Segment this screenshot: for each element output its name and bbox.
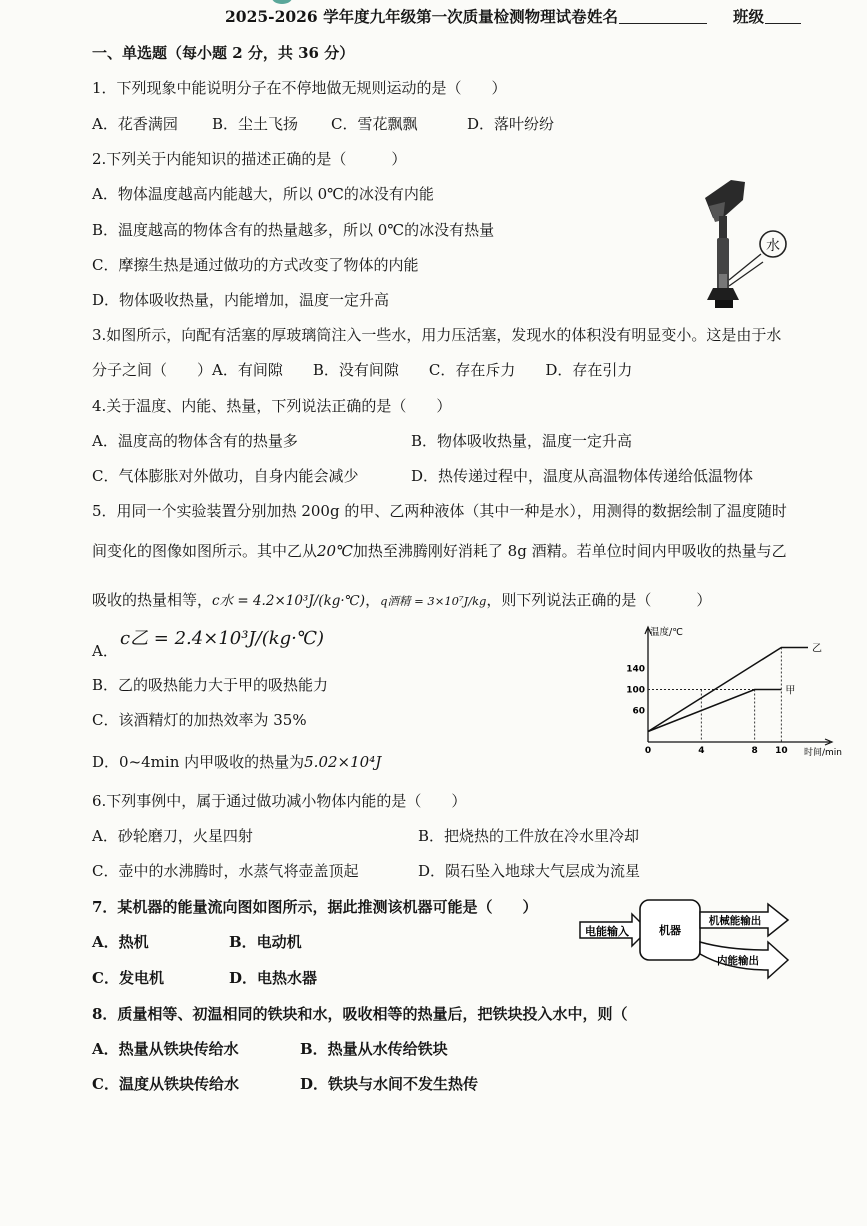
q2-option-c: C．摩擦生热是通过做功的方式改变了物体的内能 bbox=[92, 256, 419, 274]
q7-option-c: C．发电机 bbox=[92, 969, 164, 987]
x-tick-label: 4 bbox=[698, 746, 705, 756]
class-label: 班级 bbox=[733, 7, 765, 26]
x-tick-label: 0 bbox=[644, 746, 652, 756]
class-blank[interactable] bbox=[765, 9, 801, 24]
temperature-time-chart bbox=[622, 625, 843, 760]
figure-water-label: 水 bbox=[766, 238, 780, 254]
chart-guides bbox=[648, 648, 781, 743]
q7-option-b: B．电动机 bbox=[229, 933, 302, 951]
q4-option-b: B．物体吸收热量，温度一定升高 bbox=[411, 432, 633, 450]
q5-option-d-pre: D．0~4min 内甲吸收的热量为 bbox=[92, 753, 305, 771]
name-blank[interactable] bbox=[619, 9, 707, 24]
q6-option-a: A．砂轮磨刀，火星四射 bbox=[92, 827, 253, 845]
q2-option-b: B．温度越高的物体含有的热量越多，所以 0℃的冰没有热量 bbox=[92, 221, 495, 239]
q6-option-d: D．陨石坠入地球大气层成为流星 bbox=[418, 862, 641, 880]
q1-option-a: A．花香满园 bbox=[92, 115, 178, 133]
q1-option-d: D．落叶纷纷 bbox=[467, 115, 555, 133]
q7-option-a: A．热机 bbox=[92, 933, 149, 951]
name-label: 姓名 bbox=[587, 7, 619, 26]
q6-stem: 6.下列事例中，属于通过做功减小物体内能的是（ ） bbox=[92, 792, 467, 810]
heat-output-label: 内能输出 bbox=[717, 955, 759, 967]
q1-stem: 1．下列现象中能说明分子在不停地做无规则运动的是（ ） bbox=[92, 79, 507, 97]
q2-option-a: A．物体温度越高内能越大，所以 0℃的冰没有内能 bbox=[92, 185, 434, 203]
q5-line2 bbox=[92, 541, 787, 561]
q5-option-a-formula: c乙 = 2.4×10³J/(kg·℃) bbox=[120, 628, 325, 649]
q1-option-c: C．雪花飘飘 bbox=[331, 115, 418, 133]
q2-stem: 2.下列关于内能知识的描述正确的是（ ） bbox=[92, 150, 407, 168]
q3-line2: 分子之间（ ）A．有间隙 B．没有间隙 C．存在斥力 D．存在引力 bbox=[92, 361, 633, 379]
q4-option-c: C．气体膨胀对外做功，自身内能会减少 bbox=[92, 467, 359, 485]
q5-line2-post: 加热至沸腾刚好消耗了 8g 酒精。若单位时间内甲吸收的热量与乙 bbox=[352, 542, 787, 560]
q5-option-b: B．乙的吸热能力大于甲的吸热能力 bbox=[92, 676, 329, 694]
series-line-1 bbox=[648, 690, 781, 732]
q5-q-alcohol: q酒精 = 3×10⁷J/kg bbox=[380, 594, 487, 608]
x-tick-label: 10 bbox=[775, 746, 788, 756]
q2-option-d: D．物体吸收热量，内能增加，温度一定升高 bbox=[92, 291, 390, 309]
y-tick-label: 140 bbox=[626, 664, 645, 675]
q8-option-d: D．铁块与水间不发生热传 bbox=[300, 1075, 479, 1093]
series-label-1: 甲 bbox=[785, 685, 796, 697]
q4-option-d: D．热传递过程中，温度从高温物体传递给低温物体 bbox=[411, 467, 754, 485]
q4-stem: 4.关于温度、内能、热量，下列说法正确的是（ ） bbox=[92, 397, 452, 415]
q5-option-a-label: A． bbox=[92, 642, 118, 660]
q4-option-a: A．温度高的物体含有的热量多 bbox=[92, 432, 298, 450]
q5-line3-post: ，则下列说法正确的是（ ） bbox=[486, 591, 712, 609]
piston-cylinder-figure bbox=[695, 176, 805, 312]
chart-axes bbox=[645, 627, 832, 745]
series-label-0: 乙 bbox=[812, 643, 822, 655]
chart-labels bbox=[626, 626, 842, 758]
q1-option-b: B．尘土飞扬 bbox=[212, 115, 299, 133]
q7-stem: 7．某机器的能量流向图如图所示，据此推测该机器可能是（ ） bbox=[92, 898, 538, 916]
q5-line2-pre: 间变化的图像如图所示。其中乙从 bbox=[92, 542, 318, 560]
input-label: 电能输入 bbox=[585, 925, 629, 938]
mechanical-output-label: 机械能输出 bbox=[708, 915, 762, 927]
q8-option-a: A．热量从铁块传给水 bbox=[92, 1040, 239, 1058]
q5-start-temp: 20℃ bbox=[317, 542, 353, 560]
q8-option-b: B．热量从水传给铁块 bbox=[300, 1040, 448, 1058]
q5-option-c: C．该酒精灯的加热效率为 35% bbox=[92, 711, 307, 729]
x-axis-label: 时间/min bbox=[804, 748, 843, 758]
exam-title: 2025-2026 学年度九年级第一次质量检测物理试卷 bbox=[225, 7, 587, 26]
q5-line3: 吸收的热量相等，c水 = 4.2×10³J/(kg·℃)，q酒精 = 3×10⁷J/kg，则下列说法正确的是（ ） bbox=[92, 591, 712, 609]
q5-c-water: c水 = 4.2×10³J/(kg·℃) bbox=[212, 593, 366, 609]
q5-option-d bbox=[92, 752, 381, 772]
y-tick-label: 100 bbox=[626, 685, 645, 696]
x-tick-label: 8 bbox=[751, 746, 758, 756]
machine-label: 机器 bbox=[659, 924, 681, 937]
q8-stem: 8．质量相等、初温相同的铁块和水，吸收相等的热量后，把铁块投入水中，则（ bbox=[92, 1005, 628, 1023]
q7-option-d: D．电热水器 bbox=[229, 969, 318, 987]
section-heading: 一、单选题（每小题 2 分，共 36 分） bbox=[92, 44, 355, 62]
y-tick-label: 60 bbox=[632, 706, 645, 717]
q6-option-b: B．把烧热的工件放在冷水里冷却 bbox=[418, 827, 640, 845]
energy-flow-diagram bbox=[578, 896, 798, 986]
q5-line1: 5．用同一个实验装置分别加热 200g 的甲、乙两种液体（其中一种是水），用测得的数据绘制了温度随时 bbox=[92, 502, 787, 520]
q5-line3-pre: 吸收的热量相等， bbox=[92, 591, 213, 609]
q3-line1: 3.如图所示，向配有活塞的厚玻璃筒注入一些水，用力压活塞，发现水的体积没有明显变小。这是由于水 bbox=[92, 326, 782, 344]
y-axis-label: 温度/℃ bbox=[650, 627, 683, 638]
q8-option-c: C．温度从铁块传给水 bbox=[92, 1075, 239, 1093]
q5-option-d-value: 5.02×10⁴J bbox=[304, 753, 382, 771]
q6-option-c: C．壶中的水沸腾时，水蒸气将壶盖顶起 bbox=[92, 862, 359, 880]
